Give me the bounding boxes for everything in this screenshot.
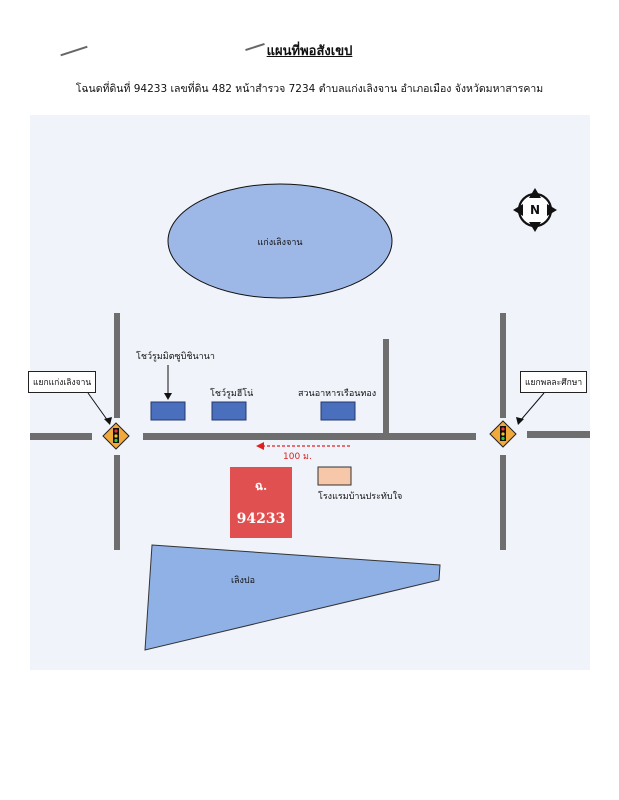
- right-junction-label: แยกพลละศึกษา: [520, 371, 587, 393]
- showroom-2-building: [212, 402, 246, 420]
- pond-label: เลิงปอ: [230, 576, 256, 586]
- distance-arrow-head: [256, 442, 264, 450]
- showroom-2-label: โชว์รูมฮีโน่: [210, 389, 254, 399]
- left-side-road: [30, 433, 92, 440]
- page-subtitle: โฉนดที่ดินที่ 94233 เลขที่ดิน 482 หน้าสำรวจ 7234 ตำบลแก่งเลิงจาน อำเภอเมือง จังหวัดมหาสารคาม: [75, 83, 544, 95]
- plot-number: 94233: [236, 511, 286, 527]
- plot-title: ฉ.: [254, 479, 268, 493]
- right-road-north: [500, 313, 506, 418]
- main-road: [143, 433, 476, 440]
- right-callout-arrow: [520, 393, 544, 421]
- showroom-1-label: โชว์รูมมิตซูบิชินานา: [136, 352, 215, 362]
- restaurant-building: [321, 402, 355, 420]
- left-callout-arrow: [88, 393, 108, 421]
- left-road-north: [114, 313, 120, 418]
- showroom-arrow-head: [164, 393, 172, 400]
- middle-road: [383, 339, 389, 435]
- lake-label: แก่งเลิงจาน: [257, 238, 303, 248]
- hotel-building: [318, 467, 351, 485]
- showroom-1-building: [151, 402, 185, 420]
- right-side-road: [527, 431, 590, 438]
- left-junction-label: แยกแก่งเลิงจาน: [28, 371, 96, 393]
- left-road-south: [114, 455, 120, 550]
- page-title: แผนที่พอสังเขป: [266, 44, 353, 59]
- distance-label: 100 ม.: [283, 452, 312, 462]
- left-traffic-sign: [103, 423, 129, 449]
- map-panel: [30, 115, 590, 670]
- compass-letter: N: [529, 203, 541, 217]
- hotel-label: โรงแรมบ้านประทับใจ: [318, 492, 403, 502]
- right-traffic-sign: [490, 421, 516, 447]
- right-road-south: [500, 455, 506, 550]
- left-callout-arrow-head: [104, 417, 112, 425]
- restaurant-label: สวนอาหารเรือนทอง: [298, 389, 377, 399]
- pond-shape: [145, 545, 440, 650]
